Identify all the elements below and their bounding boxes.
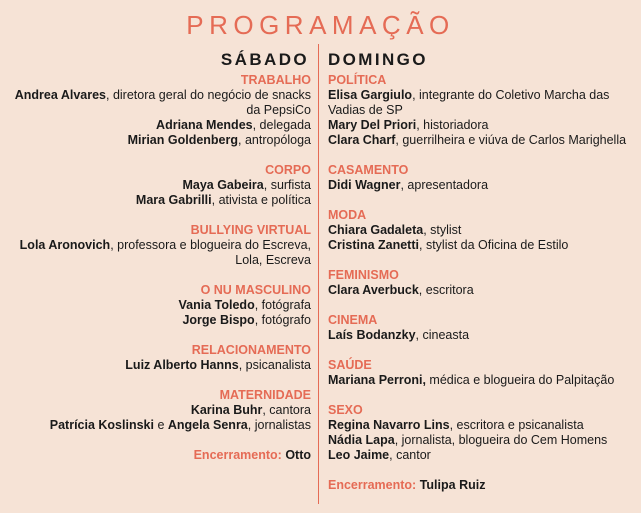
program-section — [328, 268, 634, 298]
speaker-entry — [328, 283, 634, 298]
speaker-name: Clara Averbuck — [328, 283, 419, 297]
speaker-description: , integrante do Coletivo Marcha das Vadias de SP — [328, 88, 610, 117]
speaker-name: Patrícia Koslinski — [49, 418, 154, 432]
speaker-name: Karina Buhr — [190, 403, 263, 417]
section-title: O NU MASCULINO — [200, 283, 311, 297]
speaker-description: , escritora — [418, 283, 474, 297]
program-section — [11, 73, 311, 148]
speaker-entry — [328, 418, 634, 433]
program-section — [328, 403, 634, 463]
program-section — [328, 208, 634, 253]
speaker-description: , stylist da Oficina de Estilo — [419, 238, 569, 252]
speaker-name: Nádia Lapa — [328, 433, 395, 447]
closing-artist: Otto — [285, 448, 311, 462]
speaker-description: , diretora geral do negócio de snacks da PepsiCo — [106, 88, 311, 117]
saturday-column — [11, 73, 311, 463]
speaker-description: médica e blogueira do Palpitação — [425, 373, 615, 387]
speaker-description: , ativista e política — [211, 193, 311, 207]
speaker-entry — [328, 88, 634, 118]
speaker-entry — [328, 223, 634, 238]
section-title: FEMINISMO — [328, 268, 399, 282]
speaker-description: , surfista — [263, 178, 311, 192]
speaker-name: Andrea Alvares — [14, 88, 106, 102]
speaker-name: Regina Navarro Lins — [328, 418, 450, 432]
speaker-name: Mariana Perroni, — [328, 373, 426, 387]
speaker-name: Didi Wagner — [328, 178, 401, 192]
speaker-description: , apresentadora — [400, 178, 489, 192]
speaker-description: , historiadora — [416, 118, 489, 132]
speaker-name: Jorge Bispo — [182, 313, 255, 327]
speaker-description: e — [153, 418, 168, 432]
speaker-entry — [11, 313, 311, 328]
program-section — [328, 358, 634, 388]
section-title: MATERNIDADE — [219, 388, 311, 402]
speaker-description: , cantor — [389, 448, 431, 462]
program-section — [328, 163, 634, 193]
program-section — [11, 223, 311, 268]
section-title: POLÍTICA — [328, 73, 387, 87]
speaker-description: , fotógrafa — [254, 298, 311, 312]
sunday-column — [328, 73, 634, 493]
speaker-name: Adriana Mendes — [156, 118, 253, 132]
saturday-heading: SÁBADO — [220, 50, 309, 69]
speaker-entry — [11, 178, 311, 193]
speaker-entry — [328, 118, 634, 133]
speaker-entry — [328, 133, 634, 148]
speaker-name: Clara Charf — [328, 133, 396, 147]
speaker-description: , cineasta — [415, 328, 470, 342]
speaker-name: Leo Jaime — [328, 448, 390, 462]
speaker-entry — [328, 448, 634, 463]
speaker-description: , guerrilheira e viúva de Carlos Marighella — [395, 133, 627, 147]
speaker-description: , psicanalista — [238, 358, 311, 372]
speaker-description: , jornalistas — [247, 418, 311, 432]
speaker-entry — [328, 433, 634, 448]
column-divider — [318, 44, 319, 504]
speaker-entry — [11, 418, 311, 433]
page-title: PROGRAMAÇÃO — [186, 10, 455, 40]
speaker-description: , cantora — [262, 403, 311, 417]
speaker-name: Vania Toledo — [178, 298, 255, 312]
speaker-entry — [11, 403, 311, 418]
speaker-entry — [11, 238, 311, 268]
speaker-description: , delegada — [252, 118, 311, 132]
closing-label: Encerramento: — [328, 478, 417, 492]
program-section — [11, 283, 311, 328]
section-title: CINEMA — [328, 313, 378, 327]
speaker-name: Mirian Goldenberg — [127, 133, 239, 147]
speaker-description: , jornalista, blogueira do Cem Homens — [394, 433, 608, 447]
section-title: TRABALHO — [240, 73, 311, 87]
speaker-name: Luiz Alberto Hanns — [125, 358, 239, 372]
sunday-heading: DOMINGO — [328, 50, 428, 69]
speaker-entry — [328, 238, 634, 253]
section-title: CASAMENTO — [328, 163, 409, 177]
speaker-entry — [11, 193, 311, 208]
speaker-entry — [328, 373, 634, 388]
speaker-name: Angela Senra — [167, 418, 248, 432]
speaker-description: , professora e blogueira do Escreva, Lola, Escreva — [110, 238, 311, 267]
speaker-name: Cristina Zanetti — [328, 238, 419, 252]
speaker-entry — [11, 133, 311, 148]
program-section — [11, 388, 311, 433]
closing-entry — [11, 448, 311, 463]
speaker-name: Mara Gabrilli — [135, 193, 212, 207]
section-title: CORPO — [265, 163, 311, 177]
section-title: SAÚDE — [328, 358, 372, 372]
speaker-name: Chiara Gadaleta — [328, 223, 424, 237]
speaker-entry — [11, 358, 311, 373]
speaker-name: Elisa Gargiulo — [328, 88, 413, 102]
speaker-entry — [11, 118, 311, 133]
speaker-entry — [328, 328, 634, 343]
speaker-description: , antropóloga — [238, 133, 311, 147]
speaker-description: , stylist — [423, 223, 462, 237]
section-title: MODA — [328, 208, 367, 222]
speaker-name: Laís Bodanzky — [328, 328, 416, 342]
section-title: BULLYING VIRTUAL — [190, 223, 311, 237]
speaker-name: Mary Del Priori — [328, 118, 417, 132]
closing-artist: Tulipa Ruiz — [419, 478, 486, 492]
program-section — [11, 343, 311, 373]
speaker-entry — [11, 88, 311, 118]
closing-entry — [328, 478, 634, 493]
program-section — [328, 73, 634, 148]
section-title: RELACIONAMENTO — [191, 343, 311, 357]
program-section — [328, 313, 634, 343]
closing-label: Encerramento: — [193, 448, 282, 462]
program-section — [11, 163, 311, 208]
speaker-description: , escritora e psicanalista — [449, 418, 584, 432]
speaker-description: , fotógrafo — [254, 313, 311, 327]
speaker-entry — [328, 178, 634, 193]
speaker-name: Lola Aronovich — [19, 238, 111, 252]
speaker-name: Maya Gabeira — [182, 178, 264, 192]
speaker-entry — [11, 298, 311, 313]
section-title: SEXO — [328, 403, 363, 417]
